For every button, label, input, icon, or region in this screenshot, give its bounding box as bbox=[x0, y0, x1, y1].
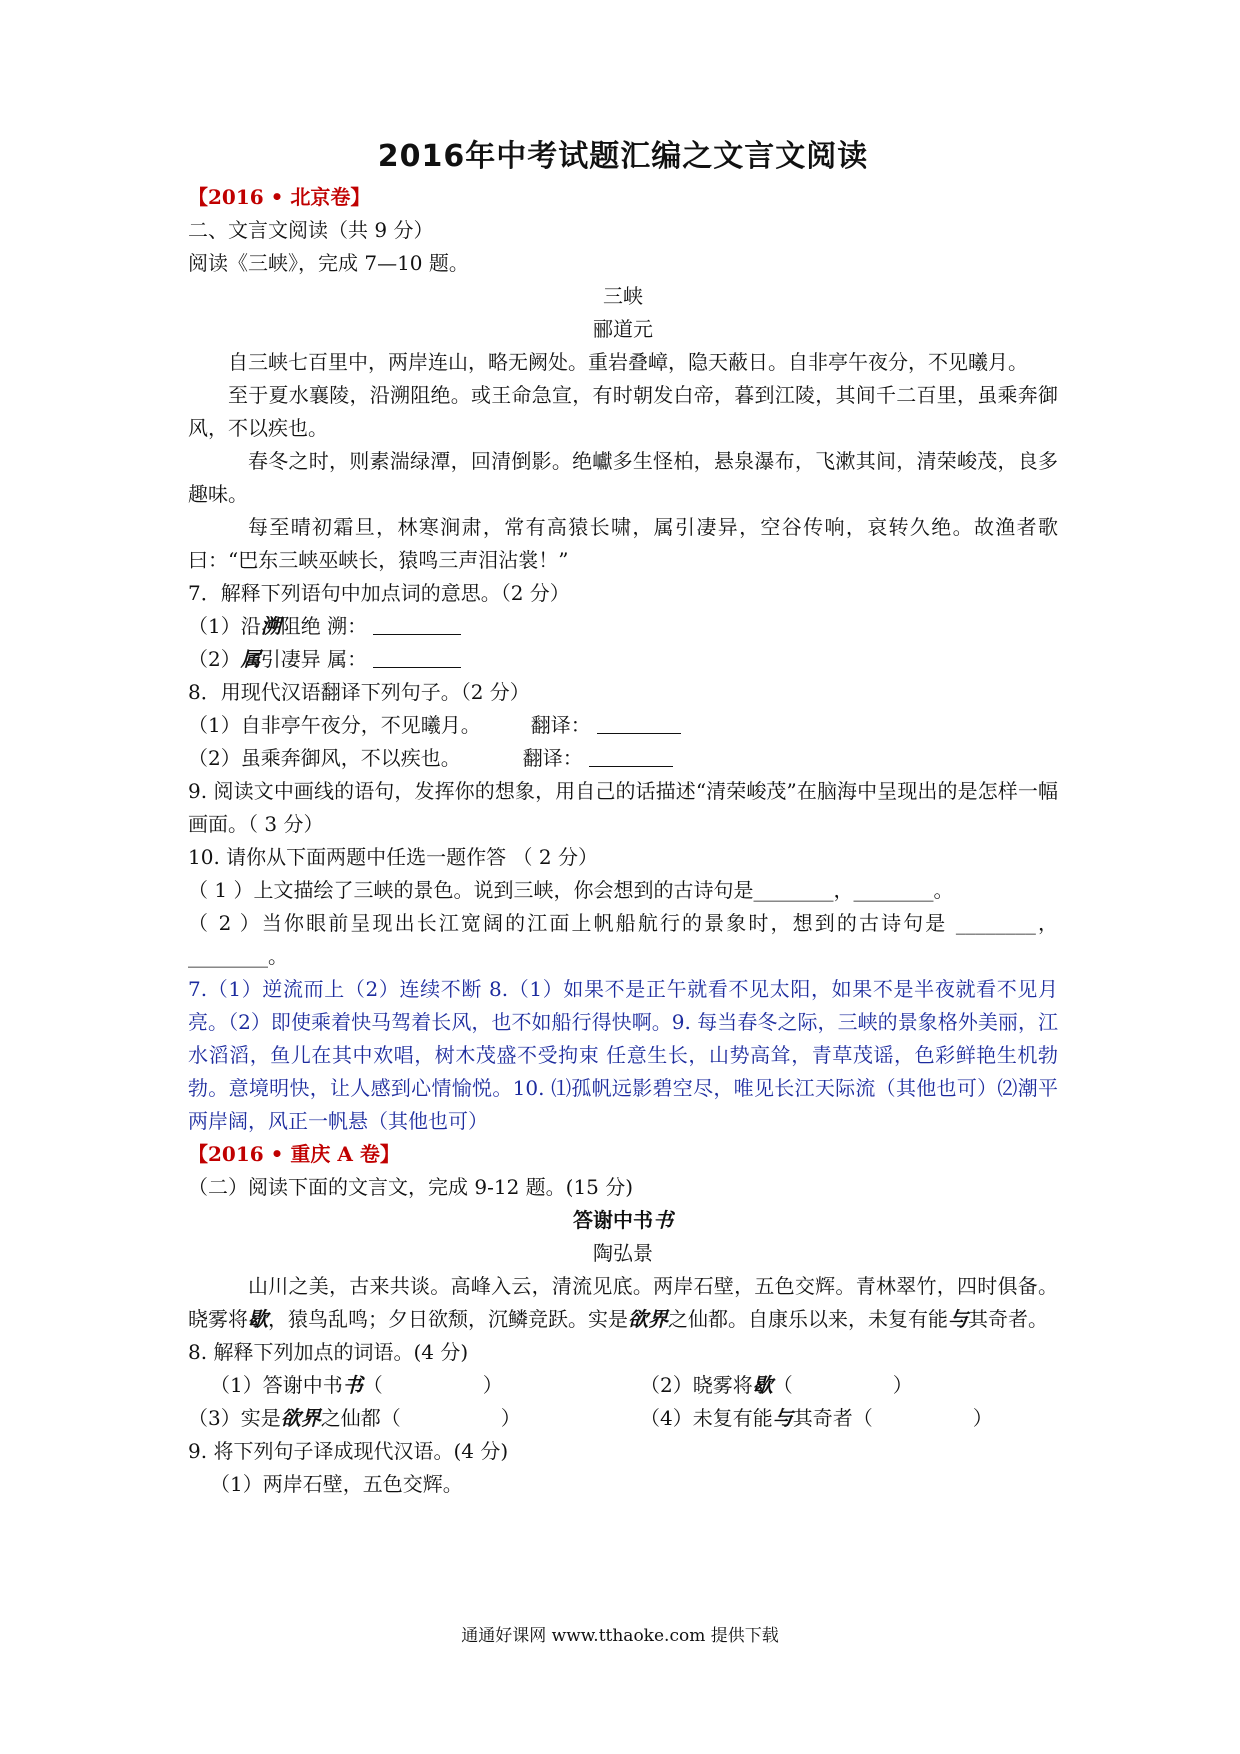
passage-paragraph-2: 山川之美，古来共谈。高峰入云，清流见底。两岸石壁，五色交辉。青林翠竹，四时俱备。晓雾将歇，猿鸟乱鸣；夕日欲颓，沉鳞竞跃。实是欲界之仙都。自康乐以来，未复有能与其奇者。 bbox=[188, 1274, 1058, 1331]
reading-instruction: 阅读《三峡》，完成 7—10 题。 bbox=[188, 251, 469, 275]
dotted-word: 属 bbox=[240, 647, 261, 671]
question-8-chongqing: 8. 解释下列加点的词语。(4 分) bbox=[188, 1340, 469, 1364]
dotted-word: 书 bbox=[653, 1208, 673, 1232]
question-10-1: （ 1 ）上文描绘了三峡的景色。说到三峡，你会想到的古诗句是________，________。 bbox=[188, 878, 954, 902]
question-10-2: （ 2 ）当你眼前呈现出长江宽阔的江面上帆船航行的景象时，想到的古诗句是 ________，________。 bbox=[188, 911, 1058, 968]
document-page bbox=[188, 135, 1058, 1501]
question-8-row-2: （3）实是欲界之仙都（ ） （4）未复有能与其奇者（ ） bbox=[188, 1406, 993, 1430]
section-tag-beijing: 【2016 • 北京卷】 bbox=[188, 185, 371, 209]
question-7-2: （2）属引凄异 属： bbox=[188, 643, 1058, 676]
dotted-word: 欲界 bbox=[628, 1307, 668, 1331]
dotted-word: 与 bbox=[948, 1307, 968, 1331]
answer-blank[interactable] bbox=[373, 614, 461, 635]
answer-blank[interactable] bbox=[373, 647, 461, 668]
dotted-word: 溯 bbox=[260, 614, 281, 638]
question-9: 9. 阅读文中画线的语句，发挥你的想象，用自己的话描述“清荣峻茂”在脑海中呈现出的是怎样一幅画面。（ 3 分） bbox=[188, 779, 1058, 836]
passage-paragraph: 自三峡七百里中，两岸连山，略无阙处。重岩叠嶂，隐天蔽日。自非亭午夜分，不见曦月。 bbox=[228, 350, 1028, 374]
question-8-1: （1）自非亭午夜分，不见曦月。 翻译： bbox=[188, 709, 1058, 742]
reading-instruction-2: （二）阅读下面的文言文，完成 9-12 题。(15 分) bbox=[188, 1175, 634, 1199]
passage-author: 郦道元 bbox=[593, 317, 653, 341]
question-9-1: （1）两岸石壁，五色交辉。 bbox=[210, 1472, 463, 1496]
answer-blank[interactable] bbox=[589, 746, 673, 767]
question-9-chongqing: 9. 将下列句子译成现代汉语。(4 分) bbox=[188, 1439, 509, 1463]
passage-paragraph: 春冬之时，则素湍绿潭，回清倒影。绝巘多生怪柏，悬泉瀑布，飞漱其间，清荣峻茂，良多趣味。 bbox=[188, 449, 1058, 506]
section-tag-chongqing: 【2016 • 重庆 A 卷】 bbox=[188, 1142, 400, 1166]
question-7: 7．解释下列语句中加点词的意思。（2 分） bbox=[188, 581, 570, 605]
question-8: 8．用现代汉语翻译下列句子。（2 分） bbox=[188, 680, 530, 704]
page-footer: 通通好课网 www.tthaoke.com 提供下载 bbox=[461, 1626, 779, 1646]
question-8-2: （2）虽乘奔御风，不以疾也。 翻译： bbox=[188, 742, 1058, 775]
answer-blank[interactable] bbox=[597, 713, 681, 734]
passage-title-2: 答谢中书书 bbox=[573, 1208, 673, 1232]
question-10: 10. 请你从下面两题中任选一题作答 （ 2 分） bbox=[188, 845, 598, 869]
answer-key: 7.（1）逆流而上（2）连续不断 8.（1）如果不是正午就看不见太阳，如果不是半夜就看不见月亮。（2）即使乘着快马驾着长风，也不如船行得快啊。9. 每当春冬之际，三峡的景象格外美丽，江水滔滔，鱼儿在其中欢唱，树木茂盛不受拘束 任意生长，山势高耸，青草茂谣，色彩鲜艳生机勃勃。意境明快，让人感到心情愉悦。10. ⑴孤帆远影碧空尽，唯见长江天际流（其他也可）⑵潮平两岸阔，风正一帆悬（其他也可） bbox=[188, 977, 1058, 1133]
dotted-word: 歇 bbox=[248, 1307, 268, 1331]
passage-title: 三峡 bbox=[603, 284, 643, 308]
dotted-word: 书 bbox=[342, 1373, 363, 1397]
section-heading: 二、文言文阅读（共 9 分） bbox=[188, 218, 434, 242]
question-7-1: （1）沿溯阻绝 溯： bbox=[188, 610, 1058, 643]
passage-author-2: 陶弘景 bbox=[593, 1241, 653, 1265]
dotted-word: 欲界 bbox=[280, 1406, 321, 1430]
dotted-word: 歇 bbox=[752, 1373, 773, 1397]
page-title: 2016年中考试题汇编之文言文阅读 bbox=[377, 139, 869, 174]
dotted-word: 与 bbox=[772, 1406, 793, 1430]
passage-paragraph: 每至晴初霜旦，林寒涧肃，常有高猿长啸，属引凄异，空谷传响，哀转久绝。故渔者歌曰：“巴东三峡巫峡长，猿鸣三声泪沾裳！” bbox=[188, 515, 1058, 572]
question-8-row-1: （1）答谢中书书（ ） （2）晓雾将歇（ ） bbox=[210, 1373, 913, 1397]
passage-paragraph: 至于夏水襄陵，沿溯阻绝。或王命急宣，有时朝发白帝，暮到江陵，其间千二百里，虽乘奔御风，不以疾也。 bbox=[188, 383, 1058, 440]
